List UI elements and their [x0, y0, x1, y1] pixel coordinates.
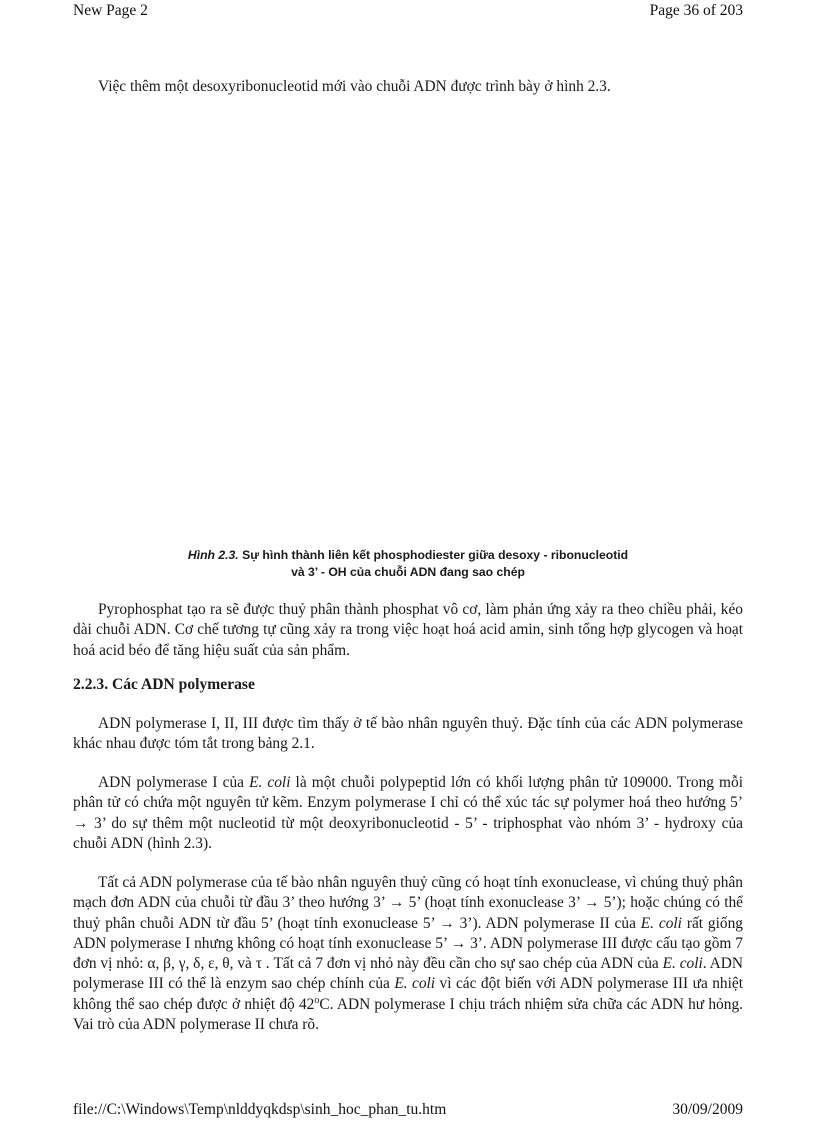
section-heading: 2.2.3. Các ADN polymerase	[73, 676, 255, 693]
text-segment: . ADN polymerase III có thể là enzym sao chép chính của	[73, 955, 743, 993]
text-segment: là một chuỗi polypeptid lớn có khối lượng phân tử 109000. Trong mỗi phân tử có chứa một nguyên tử kẽm. Enzym polymerase I chỉ có thể xúc tác sự polymer hoá theo hướng 5’ → 3’ do sự thêm một nucleotid từ một deoxyribonucleotid - 5’ - triphosphat vào nhóm 3’ - hydroxy của chuỗi ADN (hình 2.3).	[73, 774, 743, 852]
text-segment: ADN polymerase I của	[98, 774, 250, 791]
text-segment: vì các đột biến với ADN polymerase III ưa nhiệt không thể sao chép được ở nhiệt độ 42	[73, 975, 743, 1013]
figure-caption-line1: Sự hình thành liên kết phosphodiester giữa desoxy - ribonucleotid	[238, 548, 629, 562]
paragraph-exonuclease	[73, 873, 743, 1035]
text-segment: Tất cả ADN polymerase của tế bào nhân nguyên thuỷ cũng có hoạt tính exonuclease, vì chúng thuỷ phân mạch đơn ADN của chuỗi từ đầu 3’ theo hướng 3’ → 5’ (hoạt tính exonuclease 3’ → 5’); hoặc chúng có thể thuỷ phân chuỗi ADN từ đầu 5’ (hoạt tính exonuclease 5’ → 3’). ADN polymerase II của	[73, 874, 743, 932]
figure-caption-line2: và 3’ - OH của chuỗi ADN đang sao chép	[291, 564, 525, 579]
degree-superscript: o	[314, 994, 320, 1006]
text-segment: C. ADN polymerase I chịu trách nhiệm sửa chữa các ADN hư hỏng. Vai trò của ADN polymerase II chưa rõ.	[73, 995, 743, 1034]
footer-date: 30/09/2009	[672, 1101, 743, 1118]
species-name: E. coli	[662, 955, 703, 973]
species-name: E. coli	[249, 774, 291, 791]
paragraph-polymerase-types: ADN polymerase I, II, III được tìm thấy ở tế bào nhân nguyên thuỷ. Đặc tính của các ADN polymerase khác nhau được tóm tắt trong bảng 2.1.	[73, 715, 743, 753]
species-name: E. coli	[640, 914, 682, 932]
figure-caption	[0, 547, 816, 580]
species-name: E. coli	[394, 975, 436, 993]
header-title: New Page 2	[73, 2, 148, 19]
figure-label: Hình 2.3.	[187, 548, 239, 562]
paragraph-pyrophosphat: Pyrophosphat tạo ra sẽ được thuỷ phân thành phosphat vô cơ, làm phản ứng xảy ra theo chiều phải, kéo dài chuỗi ADN. Cơ chế tương tự cũng xảy ra trong việc hoạt hoá acid amin, sinh tổng hợp glycogen và hoạt hoá acid béo để tăng hiệu suất của sản phẩm.	[73, 601, 743, 659]
intro-paragraph: Việc thêm một desoxyribonucleotid mới vào chuỗi ADN được trình bày ở hình 2.3.	[98, 78, 611, 95]
footer-file-path: file://C:\Windows\Temp\nlddyqkdsp\sinh_hoc_phan_tu.htm	[73, 1101, 447, 1118]
header-page-number: Page 36 of 203	[649, 2, 743, 19]
paragraph-polymerase-i	[73, 773, 743, 854]
text-segment: rất giống ADN polymerase I nhưng không có hoạt tính exonuclease 5’ → 3’. ADN polymerase III được cấu tạo gồm 7 đơn vị nhỏ: α, β, γ, δ, ε, θ, và τ . Tất cả 7 đơn vị nhỏ này đều cần cho sự sao chép của ADN của	[73, 914, 743, 973]
figure-image-area	[73, 108, 743, 538]
